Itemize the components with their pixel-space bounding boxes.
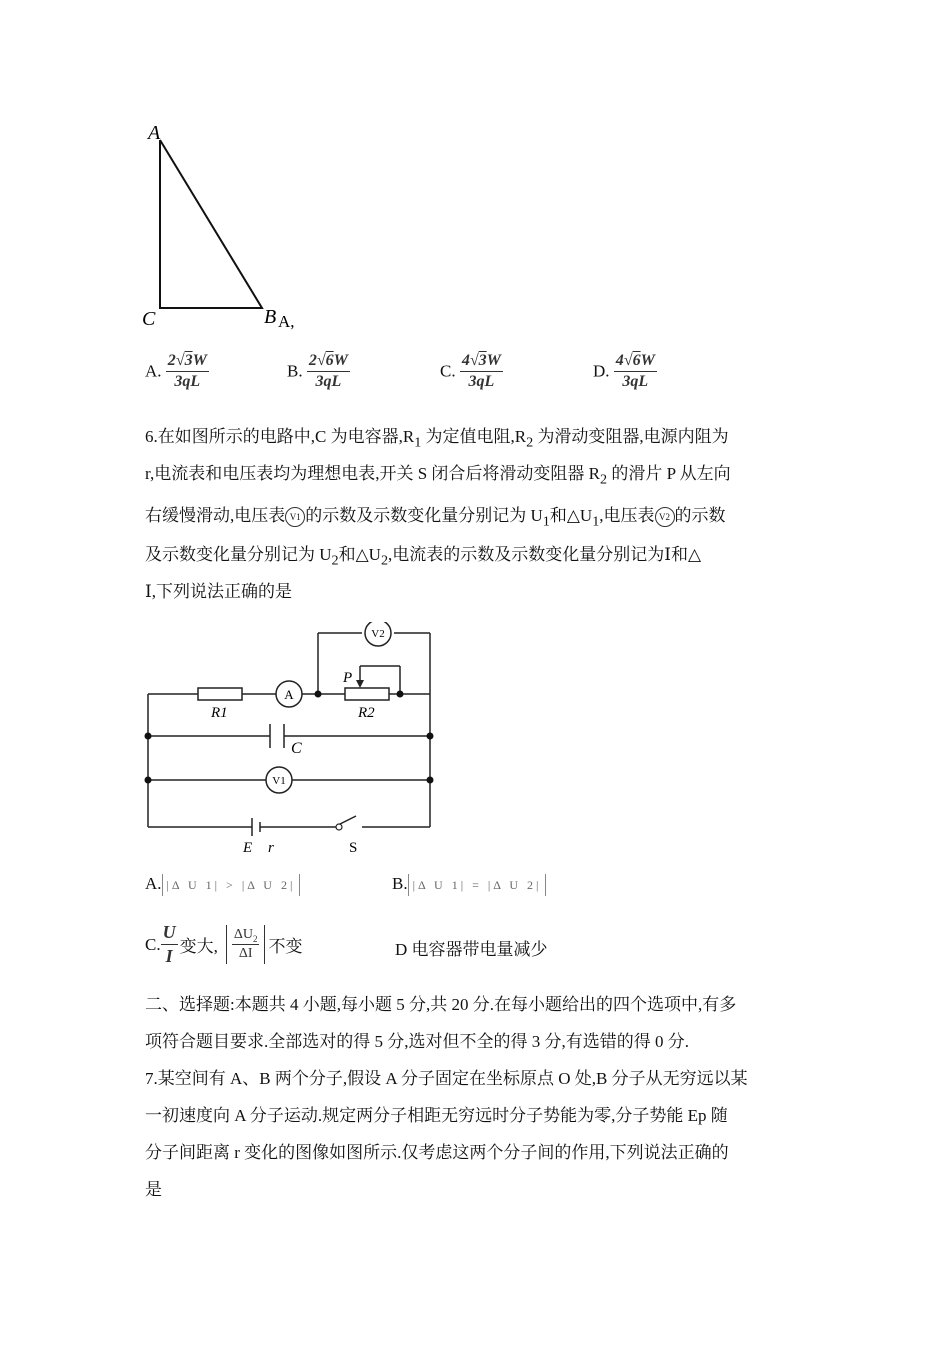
q6-option-c-text2: 不变 [268,937,303,956]
q7-line-4: 是 [145,1180,162,1199]
q5-option-c[interactable] [440,352,503,391]
vertex-a-label: A [148,122,161,144]
q6-option-b[interactable] [392,874,546,896]
triangle-trailing-label: A, [278,312,295,331]
section2-line-1: 二、选择题:本题共 4 小题,每小题 5 分,共 20 分.在每小题给出的四个选项中,有多 [145,995,737,1014]
triangle-figure [130,115,310,335]
q5-option-a[interactable] [145,352,209,391]
q5-option-d-label: D. [593,361,610,381]
voltmeter-v1-label: V1 [272,775,286,787]
q5-option-a-fraction: $\frac{2√3W}{3qL}$ [167,352,207,390]
resistor-r2 [345,688,389,700]
capacitor-label: C [291,740,302,757]
r1-label: R1 [211,705,228,721]
q6-line-4: 及示数变化量分别记为 $U_2$和$\triangle U_2$,电流表的示数及示数变化量分别记为Ⅰ和△ [145,545,702,569]
voltmeter-v2-label: V2 [371,628,385,640]
emf-label: E [243,840,253,856]
q6-option-a-label: A. [145,874,162,893]
q5-option-b-fraction: $\frac{2√6W}{3qL}$ [308,352,348,390]
slider-p-label: P [343,670,353,686]
q5-option-a-label: A. [145,361,162,381]
triangle-shape [160,140,262,308]
q7-line-3: 分子间距离 r 变化的图像如图所示.仅考虑这两个分子间的作用,下列说法正确的 [145,1143,729,1162]
q6-option-b-label: B. [392,874,408,893]
q5-option-b-label: B. [287,361,303,381]
q6-line-3: 右缓慢滑动,电压表 V1 的示数及示数变化量分别记为 $U_1$和$\triangle U_1$,电压表 V2 的示数 [145,506,726,530]
q5-option-c-label: C. [440,361,456,381]
internal-r-label: r [268,840,274,856]
q6-line-1: 6.在如图所示的电路中,C 为电容器$,R_1$ 为定值电阻$,R_2$ 为滑动变阻器,电源内阻为 [145,427,729,451]
q6-option-c-abs-fraction: $\frac{\Delta U_2}{\Delta I}$ [226,925,266,965]
q6-option-c-label: C. [145,934,161,954]
vertex-c-label: C [142,308,156,330]
q6-option-c-ratio: $\frac{U}{I}$ [162,922,176,966]
q6-option-d[interactable]: D 电容器带电量减少 [395,940,548,959]
slider-arrow-icon [356,680,364,688]
vertex-b-label: B [264,306,277,328]
q5-option-d[interactable] [593,352,657,391]
q6-option-c-text1: 变大, [179,937,218,956]
q5-option-b[interactable] [287,352,350,391]
circuit-diagram [140,622,450,862]
q6-option-b-expression: |Δ U 1| = |Δ U 2| [408,874,547,896]
q6-option-a[interactable] [145,874,300,896]
q5-option-d-fraction: $\frac{4√6W}{3qL}$ [615,352,655,390]
q6-option-c[interactable] [145,922,302,967]
q7-line-2: 一初速度向 A 分子运动.规定两分子相距无穷远时分子势能为零,分子势能 Ep 随 [145,1106,728,1125]
section2-line-2: 项符合题目要求.全部选对的得 5 分,选对但不全的得 3 分,有选错的得 0 分. [145,1032,689,1051]
switch-contact [336,824,342,830]
resistor-r1 [198,688,242,700]
voltmeter-v2-icon: V2 [655,507,675,527]
q6-line-5: Ⅰ,下列说法正确的是 [145,582,292,601]
voltmeter-v1-icon: V1 [285,507,305,527]
r2-label: R2 [358,705,375,721]
q6-option-a-expression: |Δ U 1| > |Δ U 2| [162,874,301,896]
q7-line-1: 7.某空间有 A、B 两个分子,假设 A 分子固定在坐标原点 O 处,B 分子从无穷远以某 [145,1069,748,1088]
ammeter-label: A [284,687,294,702]
q6-line-2: r,电流表和电压表均为理想电表,开关 S 闭合后将滑动变阻器 $R_2$ 的滑片 P 从左向 [145,464,731,488]
q5-option-c-fraction: $\frac{4√3W}{3qL}$ [461,352,501,390]
switch-label: S [349,840,358,856]
